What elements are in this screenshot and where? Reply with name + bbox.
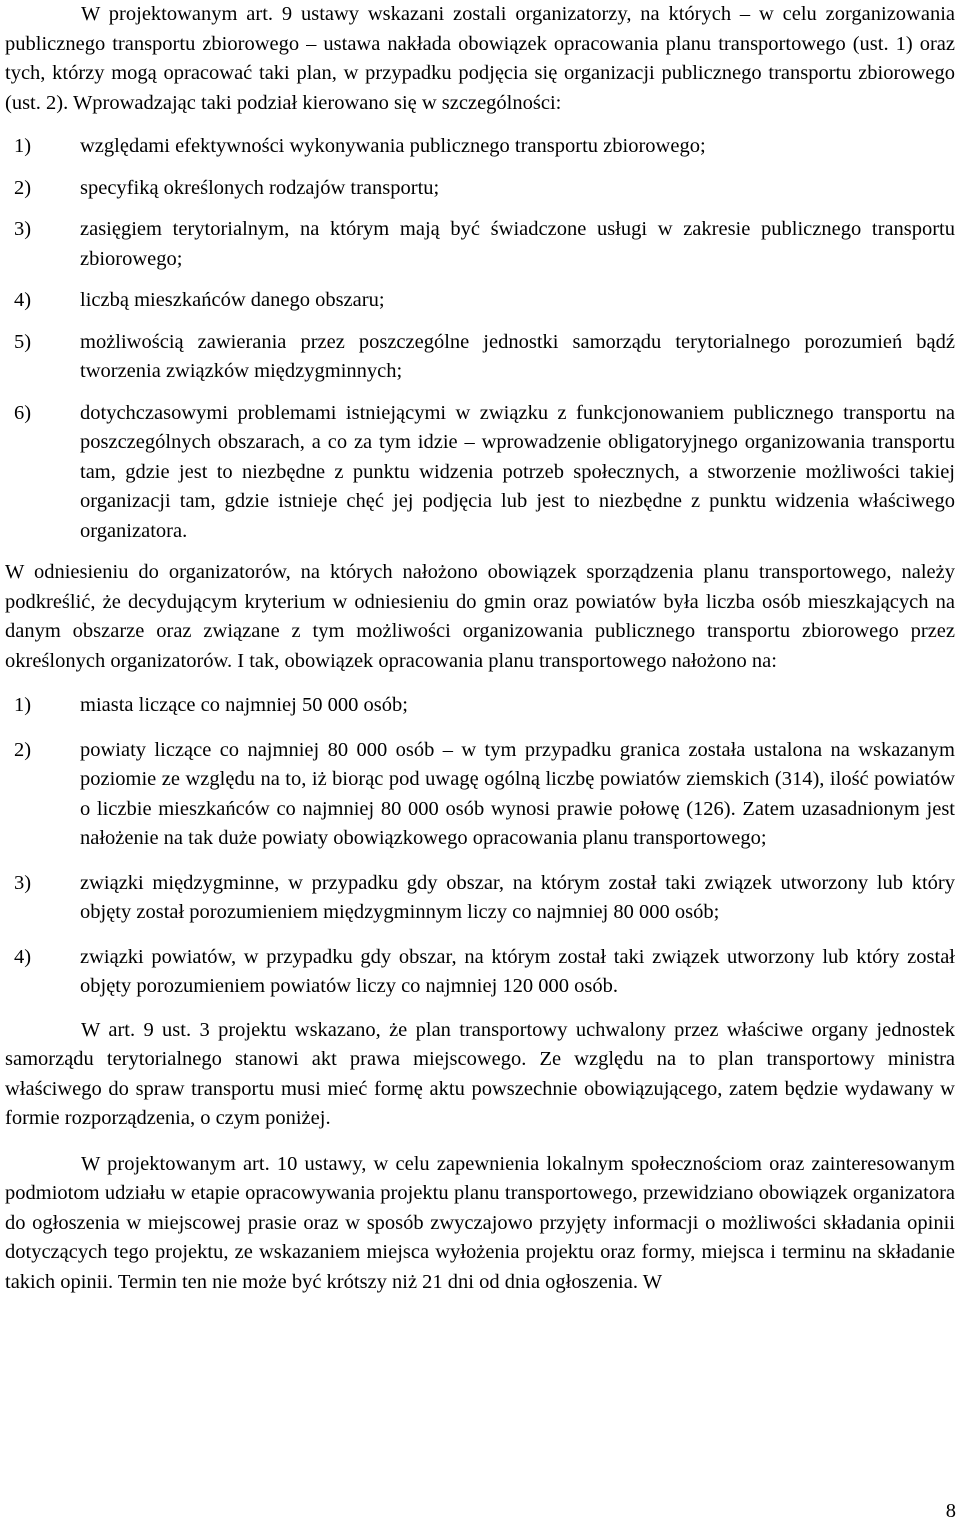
paragraph-public-consultation: W projektowanym art. 10 ustawy, w celu zapewnienia lokalnym społecznościom oraz zainteresowanym podmiotom udziału w etapie opracowywania projektu planu transportowego, przewidziano obowiązek organizatora do ogłoszenia w miejscowej prasie oraz w sposób zwyczajowo przyjęty informacji o możliwości składania opinii dotyczących tego projektu, ze wskazaniem miejsca wyłożenia projektu oraz formy, miejsca i terminu na składanie takich opinii. Termin ten nie może być krótszy niż 21 dni od dnia ogłoszenia. W <box>5 1152 955 1293</box>
list-item-number: 4) <box>14 289 32 311</box>
list-item-number: 3) <box>14 218 32 240</box>
list-item <box>5 328 955 387</box>
list-item-number: 6) <box>14 401 32 424</box>
list-item-number: 4) <box>14 945 32 968</box>
list-item <box>5 174 955 204</box>
list-item-text: liczbą mieszkańców danego obszaru; <box>80 289 385 311</box>
paragraph-obligated-organizers: W odniesieniu do organizatorów, na których nałożono obowiązek sporządzenia planu transportowego, należy podkreślić, że decydującym kryterium w odniesieniu do gmin oraz powiatów była liczba osób mieszkających na danym obszarze oraz związane z tym możliwości organizowania publicznego transportu zbiorowego przez określonych organizatorów. I tak, obowiązek opracowania planu transportowego nałożono na: <box>5 561 955 672</box>
list-item-number: 5) <box>14 330 32 353</box>
paragraph-legal-form: W art. 9 ust. 3 projektu wskazano, że plan transportowy uchwalony przez właściwe organy jednostek samorządu terytorialnego stanowi akt prawa miejscowego. Ze względu na to plan transportowy ministra właściwego do spraw transportu musi mieć formę aktu powszechnie obowiązującego, zatem będzie wydawany w formie rozporządzenia, o czym poniżej. <box>5 1018 955 1129</box>
list-item <box>5 399 955 547</box>
list-item <box>5 943 955 1002</box>
list-item-number: 2) <box>14 176 32 199</box>
list-item <box>5 869 955 928</box>
list-item-text: powiaty liczące co najmniej 80 000 osób – w tym przypadku granica została ustalona na wskazanym poziomie ze względu na to, iż biorąc pod uwagę ogólną liczbę powiatów ziemskich (314), ilość powiatów o liczbie mieszkańców co najmniej 80 000 osób wynosi prawie połowę (126). Zatem uzasadnionym jest nałożenie na tak duże powiaty obowiązkowego opracowania planu transportowego; <box>80 738 955 849</box>
list-item-text: związki międzygminne, w przypadku gdy obszar, na którym został taki związek utworzony lub który objęty został porozumieniem międzygminnym liczy co najmniej 80 000 osób; <box>80 871 955 923</box>
list-item-text: zasięgiem terytorialnym, na którym mają być świadczone usługi w zakresie publicznego transportu zbiorowego; <box>80 218 955 270</box>
paragraph-organizers-intro: W projektowanym art. 9 ustawy wskazani zostali organizatorzy, na których – w celu zorganizowania publicznego transportu zbiorowego – ustawa nakłada obowiązek opracowania planu transportowego (ust. 1) oraz tych, którzy mogą opracować taki plan, w przypadku podjęcia się organizacji publicznego transportu zbiorowego (ust. 2). Wprowadzając taki podział kierowano się w szczególności: <box>5 3 955 114</box>
list-item-number: 1) <box>14 694 32 716</box>
list-item <box>5 691 955 721</box>
obligated-list <box>5 691 955 1002</box>
document-page <box>5 0 955 1297</box>
list-item-text: możliwością zawierania przez poszczególne jednostki samorządu terytorialnego porozumień bądź tworzenia związków międzygminnych; <box>80 330 955 382</box>
list-item-text: miasta liczące co najmniej 50 000 osób; <box>80 694 408 716</box>
criteria-list <box>5 132 955 546</box>
list-item <box>5 132 955 162</box>
list-item-text: dotychczasowymi problemami istniejącymi w związku z funkcjonowaniem publicznego transportu na poszczególnych obszarach, a co za tym idzie – wprowadzenie obligatoryjnego organizowania transportu tam, gdzie jest to niezbędne z punktu widzenia potrzeb społecznych, a stworzenie możliwości takiej organizacji tam, gdzie istnieje chęć jej podjęcia lub jest to niezbędne z punktu widzenia właściwego organizatora. <box>80 401 955 542</box>
list-item-number: 1) <box>14 135 32 157</box>
page-number: 8 <box>945 1500 956 1522</box>
list-item <box>5 286 955 316</box>
list-item-number: 2) <box>14 738 32 761</box>
list-item-text: związki powiatów, w przypadku gdy obszar, na którym został taki związek utworzony lub który został objęty porozumieniem powiatów liczy co najmniej 120 000 osób. <box>80 945 955 997</box>
list-item-number: 3) <box>14 871 32 894</box>
list-item-text: specyfiką określonych rodzajów transportu; <box>80 176 440 199</box>
list-item <box>5 215 955 274</box>
list-item-text: względami efektywności wykonywania publicznego transportu zbiorowego; <box>80 135 706 157</box>
list-item <box>5 736 955 854</box>
